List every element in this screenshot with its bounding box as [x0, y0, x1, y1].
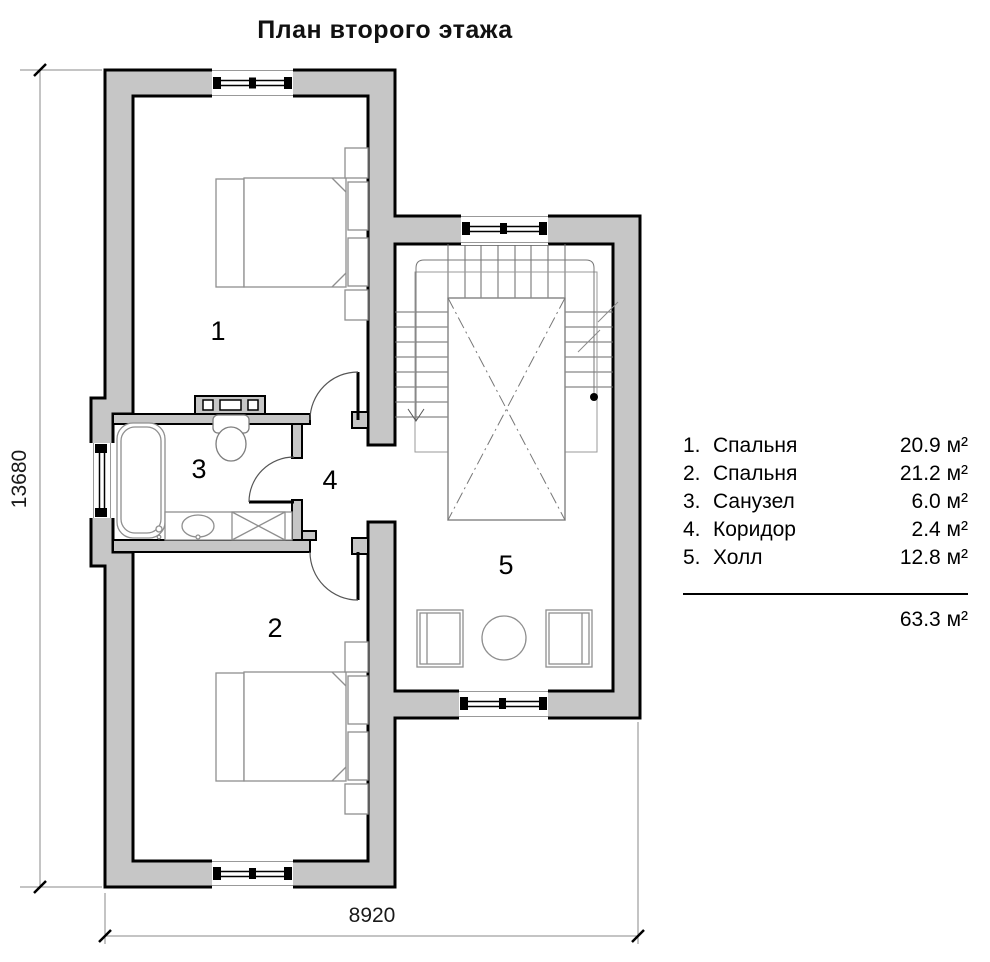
walk-line-start-dot [590, 393, 598, 401]
window-symbol-bedroom1 [212, 68, 293, 98]
legend-item-number: 1. [683, 434, 701, 457]
door-post-bedroom1 [352, 412, 368, 428]
dimension-text-height: 13680 [8, 449, 31, 509]
window-symbol-hall-bottom [459, 689, 548, 720]
legend-item-number: 3. [683, 490, 701, 513]
room-label-3: 3 [191, 454, 207, 484]
stair-treads-right [565, 312, 613, 387]
nightstand [348, 182, 368, 230]
stairwell-void [448, 298, 565, 520]
room-label-4: 4 [322, 465, 338, 495]
cabinet [345, 784, 368, 814]
hall-furniture [417, 610, 592, 667]
legend-item-name: Санузел [713, 490, 795, 513]
legend-item-3 [683, 488, 968, 516]
legend-item-5 [683, 544, 968, 572]
legend-item-area: 20.9 м² [899, 434, 968, 457]
legend-item-name: Спальня [713, 434, 798, 457]
legend-item-number: 5. [683, 546, 701, 569]
stairs-symbol [395, 244, 618, 520]
door-bedroom2 [310, 552, 358, 600]
door-post-bedroom2 [352, 538, 368, 554]
door-bathroom [249, 457, 294, 502]
armchair-symbol-right [546, 610, 592, 667]
legend-item-number: 2. [683, 462, 701, 485]
legend-item-area: 12.8 м² [899, 546, 968, 569]
page-title: План второго этажа [257, 16, 513, 44]
dimension-text-width: 8920 [348, 904, 396, 927]
cabinet [345, 148, 368, 178]
legend-item-area: 21.2 м² [899, 462, 968, 485]
legend-item-number: 4. [683, 518, 701, 541]
washing-machine-symbol [232, 512, 285, 540]
bathtub-symbol [117, 423, 165, 539]
nightstand [348, 676, 368, 724]
legend-total: 63.3 м² [899, 608, 968, 631]
window-symbol-bedroom2 [212, 859, 293, 889]
legend-item-name: Коридор [713, 518, 796, 541]
toilet-duct-windows [203, 400, 258, 410]
round-table-symbol [482, 616, 526, 660]
toilet-symbol [213, 415, 249, 461]
legend-item-name: Спальня [713, 462, 798, 485]
legend-item-area: 6.0 м² [911, 490, 968, 513]
room-label-1: 1 [210, 316, 226, 346]
wall-bathroom-south [113, 540, 310, 552]
legend-item-2 [683, 460, 968, 488]
wall-foot [302, 531, 316, 540]
stair-treads-top [448, 244, 565, 298]
dimension-left [8, 64, 102, 893]
nightstand [348, 238, 368, 286]
nightstand [348, 732, 368, 780]
legend-item-1 [683, 432, 968, 460]
stair-treads-left [395, 312, 448, 417]
door-bedroom1 [310, 372, 358, 420]
room-label-5: 5 [498, 550, 514, 580]
bed-symbol-1 [216, 148, 368, 320]
wall-bathroom-east-upper [292, 424, 302, 458]
window-symbol-bathroom [89, 443, 115, 518]
cabinet [345, 642, 368, 672]
armchair-symbol-left [417, 610, 463, 667]
legend-item-4 [683, 516, 968, 544]
legend-item-name: Холл [713, 546, 763, 569]
legend-item-area: 2.4 м² [911, 518, 968, 541]
window-symbol-hall-top [461, 214, 548, 245]
legend-divider [683, 593, 968, 595]
legend [683, 432, 968, 633]
cabinet [345, 290, 368, 320]
bed-symbol-2 [216, 642, 368, 814]
room-label-2: 2 [267, 613, 283, 643]
